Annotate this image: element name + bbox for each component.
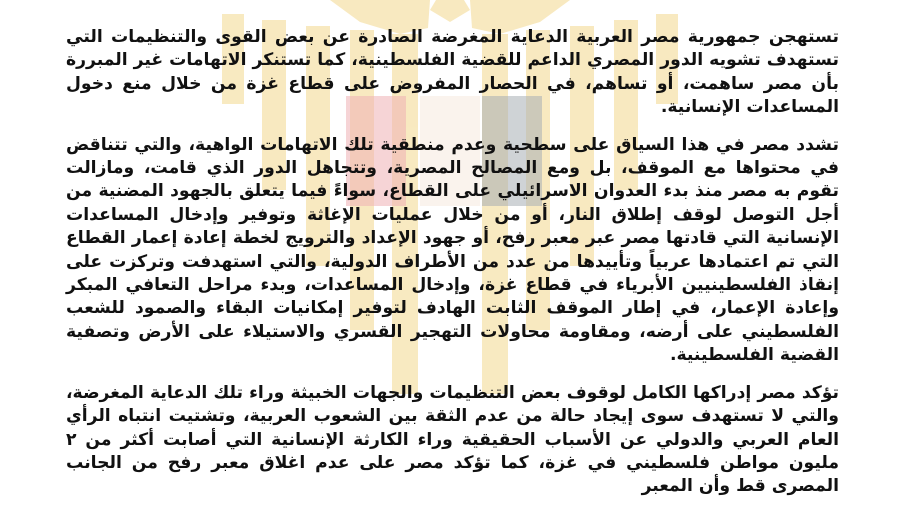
paragraph-2: تشدد مصر في هذا السياق على سطحية وعدم منطقية تلك الاتهامات الواهية، والتي تتناقض في محتواها مع الموقف، بل ومع المصالح المصرية، وتتجاهل الدور الذي قامت، ومازالت تقوم به مصر منذ بدء العدوان الاسرائيلي على القطاع، سواءً فيما يتعلق بالجهود المضنية من أجل التوصل لوقف إطلاق النار، أو من خلال عمليات الإغاثة وتوفير وإدخال المساعدات الإنسانية التي قادتها مصر عبر معبر رفح، أو جهود الإعداد والترويج لخطة إعادة إعمار القطاع التي تم اعتمادها عربياً وتأييدها من عدد من الأطراف الدولية، والتي استهدفت وتركزت على إنقاذ الفلسطينيين الأبرياء في قطاع غزة، وإدخال المساعدات، وبدء مراحل التعافي المبكر وإعادة الإعمار، في إطار الموقف الثابت الهادف لتوفير إمكانيات البقاء والصمود للشعب الفلسطيني على أرضه، ومقاومة محاولات التهجير القسري والاستيلاء على الأرض وتصفية القضية الفلسطينية. xyxy=(66,134,839,366)
document-body xyxy=(66,26,839,513)
paragraph-3: تؤكد مصر إدراكها الكامل لوقوف بعض التنظيمات والجهات الخبيثة وراء تلك الدعاية المغرضة، والتي لا تستهدف سوى إيجاد حالة من عدم الثقة بين الشعوب العربية، وتشتيت انتباه الرأي العام العربي والدولي عن الأسباب الحقيقية وراء الكارثة الإنسانية التي أصابت أكثر من ٢ مليون مواطن فلسطيني في غزة، كما تؤكد مصر على عدم اغلاق معبر رفح من الجانب المصرى قط وأن المعبر xyxy=(66,382,839,497)
paragraph-1: تستهجن جمهورية مصر العربية الدعاية المغرضة الصادرة عن بعض القوى والتنظيمات التي تستهدف تشويه الدور المصري الداعم للقضية الفلسطينية، كما تستنكر الاتهامات غير المبررة بأن مصر ساهمت، أو تساهم، في الحصار المفروض على قطاع غزة من خلال منع دخول المساعدات الإنسانية. xyxy=(66,27,839,118)
